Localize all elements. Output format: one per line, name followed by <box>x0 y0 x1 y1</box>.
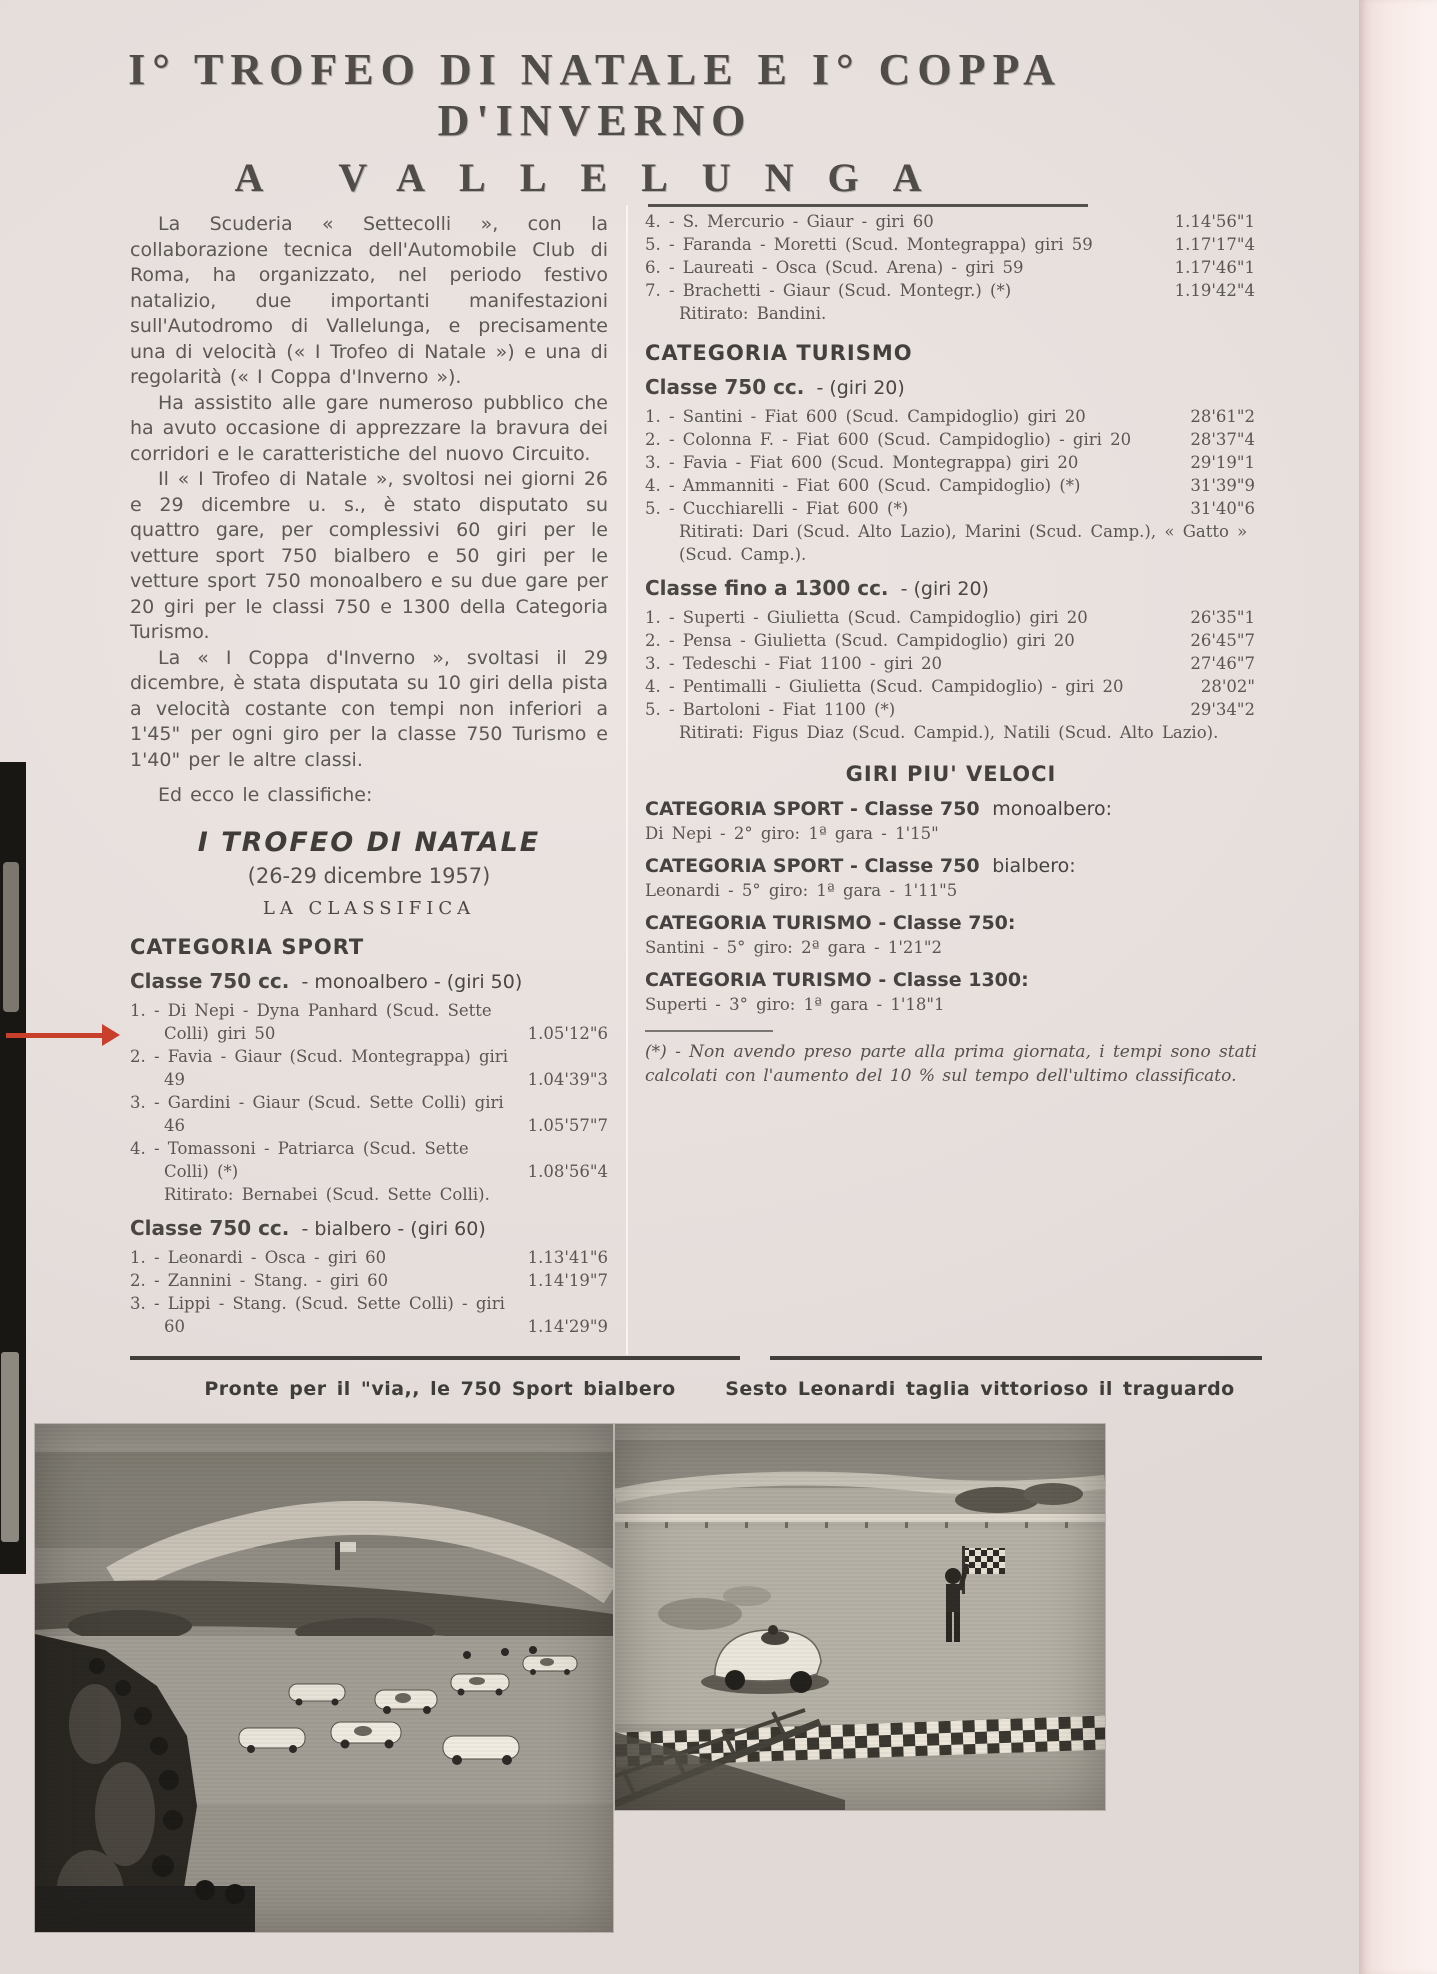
trofeo-heading: I TROFEO DI NATALE <box>197 826 541 858</box>
class-name: Classe 750 cc. <box>645 375 805 399</box>
giri-result: Di Nepi - 2° giro: 1ª gara - 1'15" <box>645 824 939 843</box>
class-suffix: - (giri 20) <box>900 578 989 600</box>
photo-caption-right: Sesto Leonardi taglia vittorioso il traguardo <box>725 1378 1235 1400</box>
class-bialbero <box>130 1216 608 1338</box>
class-heading <box>645 576 1257 600</box>
column-gutter <box>626 205 628 1355</box>
title-line-2: A VALLELUNGA <box>234 155 956 200</box>
intro-leadout: Ed ecco le classifiche: <box>158 784 373 806</box>
result-entry: 4. - Ammanniti - Fiat 600 (Scud. Campidoglio) (*) <box>645 476 1081 495</box>
categoria-sport-heading: CATEGORIA SPORT <box>130 934 365 959</box>
class-heading <box>130 1216 608 1240</box>
result-entry: 5. - Faranda - Moretti (Scud. Montegrappa) giri 59 <box>645 235 1093 254</box>
class-name: Classe fino a 1300 cc. <box>645 576 889 600</box>
result-time: 28'37"4 <box>1190 430 1255 449</box>
scan-fragment <box>3 862 19 1012</box>
giri-category <box>645 798 1257 820</box>
photo-starting-grid <box>35 1424 613 1932</box>
result-row <box>645 279 1257 302</box>
annotation-arrow <box>6 1024 120 1046</box>
trofeo-dates: (26-29 dicembre 1957) <box>247 863 491 888</box>
result-time: 1.13'41"6 <box>527 1247 608 1267</box>
class-suffix: - monoalbero - (giri 50) <box>301 970 523 993</box>
giri-result: Leonardi - 5° giro: 1ª gara - 1'11"5 <box>645 881 958 900</box>
result-row <box>130 1246 608 1269</box>
giri-category-bold: CATEGORIA SPORT - Classe 750 <box>645 855 980 877</box>
result-row <box>645 698 1257 721</box>
class-turismo-1300 <box>645 576 1257 744</box>
giri-category <box>645 969 1257 991</box>
result-entry: 1. - Di Nepi - Dyna Panhard (Scud. Sette Colli) giri 50 <box>130 1000 492 1043</box>
intro-paragraph: La Scuderia « Settecolli », con la collaborazione tecnica dell'Automobile Club di Roma, ha organizzato, nel periodo festivo natalizio, due importanti manifestazioni sull'Autodromo di Vallelunga, e precisamente una di velocità (« I Trofeo di Natale ») e una di regolarità (« I Coppa d'Inverno »). <box>130 213 608 388</box>
result-entry: 7. - Brachetti - Giaur (Scud. Montegr.) (*) <box>645 281 1012 300</box>
result-entry: 5. - Bartoloni - Fiat 1100 (*) <box>645 700 896 719</box>
class-heading <box>130 969 608 993</box>
result-time: 1.08'56"4 <box>527 1161 608 1181</box>
result-row <box>645 497 1257 520</box>
result-entry: 3. - Tedeschi - Fiat 1100 - giri 20 <box>645 654 943 673</box>
retired-note: Ritirati: Figus Diaz (Scud. Campid.), Natili (Scud. Alto Lazio). <box>679 723 1219 742</box>
class-turismo-750 <box>645 375 1257 566</box>
giri-veloci-heading: GIRI PIU' VELOCI <box>845 762 1057 786</box>
retired-note: Ritirato: Bernabei (Scud. Sette Colli). <box>164 1184 490 1204</box>
title-line-1: I° TROFEO DI NATALE E I° COPPA D'INVERNO <box>128 45 1062 145</box>
result-entry: 3. - Lippi - Stang. (Scud. Sette Colli) - giri 60 <box>130 1293 505 1336</box>
result-entry: 5. - Cucchiarelli - Fiat 600 (*) <box>645 499 909 518</box>
giri-category-tail: monoalbero: <box>992 798 1113 820</box>
result-time: 1.05'57"7 <box>527 1115 608 1135</box>
result-row <box>645 210 1257 233</box>
class-monoalbero <box>130 969 608 1206</box>
result-entry: 4. - Pentimalli - Giulietta (Scud. Campidoglio) - giri 20 <box>645 677 1124 696</box>
result-entry: 2. - Colonna F. - Fiat 600 (Scud. Campidoglio) - giri 20 <box>645 430 1132 449</box>
result-time: 1.17'46"1 <box>1174 258 1255 277</box>
giri-category <box>645 855 1257 877</box>
result-time: 31'39"9 <box>1190 476 1255 495</box>
result-row <box>130 1045 608 1091</box>
arrow-shaft <box>6 1033 102 1038</box>
result-row <box>130 1292 608 1338</box>
result-time: 26'45"7 <box>1190 631 1255 650</box>
footnote-rule <box>645 1030 773 1032</box>
result-entry: 3. - Favia - Fiat 600 (Scud. Montegrappa) giri 20 <box>645 453 1079 472</box>
intro-paragraph: Il « I Trofeo di Natale », svoltosi nei giorni 26 e 29 dicembre u. s., è stato disputato su quattro gare, per complessivi 60 giri per le vetture sport 750 bialbero e 50 giri per le vetture sport 750 monoalbero e su due gare per 20 giri per le classi 750 e 1300 della Categoria Turismo. <box>130 468 608 643</box>
result-row <box>130 1269 608 1292</box>
class-suffix: - bialbero - (giri 60) <box>301 1217 486 1240</box>
result-entry: 3. - Gardini - Giaur (Scud. Sette Colli) giri 46 <box>130 1092 504 1135</box>
divider-photos-left <box>130 1356 740 1360</box>
result-time: 1.14'19"7 <box>527 1270 608 1290</box>
photo-finish-line <box>615 1424 1105 1810</box>
giri-item <box>645 798 1257 843</box>
result-entry: 1. - Superti - Giulietta (Scud. Campidoglio) giri 20 <box>645 608 1088 627</box>
result-row <box>645 606 1257 629</box>
result-entry: 4. - Tomassoni - Patriarca (Scud. Sette Colli) (*) <box>130 1138 469 1181</box>
divider-top-right <box>648 204 1088 207</box>
retired-note: Ritirato: Bandini. <box>679 304 827 323</box>
scan-left-edge <box>0 762 26 1574</box>
photo-grain <box>35 1424 613 1932</box>
result-entry: 2. - Favia - Giaur (Scud. Montegrappa) giri 49 <box>130 1046 508 1089</box>
categoria-turismo-heading: CATEGORIA TURISMO <box>645 341 913 365</box>
class-heading <box>645 375 1257 399</box>
result-time: 31'40"6 <box>1190 499 1255 518</box>
result-row <box>130 999 608 1045</box>
result-time: 1.05'12"6 <box>527 1023 608 1043</box>
photo-grain <box>615 1424 1105 1810</box>
result-row <box>645 652 1257 675</box>
photo-caption-left: Pronte per il "via,, le 750 Sport bialbero <box>204 1378 676 1400</box>
result-row <box>645 451 1257 474</box>
intro-paragraph: La « I Coppa d'Inverno », svoltasi il 29 dicembre, è stata disputata su 10 giri della pista a velocità costante con tempi non inferiori a 1'45" per ogni giro per la classe 750 Turismo e 1'40" per le altre classi. <box>130 646 608 771</box>
giri-category-bold: CATEGORIA SPORT - Classe 750 <box>645 798 980 820</box>
result-row <box>130 1137 608 1183</box>
result-time: 28'02" <box>1200 677 1255 696</box>
giri-category-tail: bialbero: <box>992 855 1076 877</box>
giri-result: Superti - 3° giro: 1ª gara - 1'18"1 <box>645 995 945 1014</box>
result-row <box>645 256 1257 279</box>
giri-item <box>645 912 1257 957</box>
result-row <box>130 1091 608 1137</box>
giri-category <box>645 912 1257 934</box>
giri-item <box>645 855 1257 900</box>
result-time: 29'19"1 <box>1190 453 1255 472</box>
result-row <box>645 428 1257 451</box>
giri-category-bold: CATEGORIA TURISMO - Classe 1300: <box>645 969 1029 991</box>
result-row <box>645 233 1257 256</box>
class-suffix: - (giri 20) <box>816 377 905 399</box>
result-time: 27'46"7 <box>1190 654 1255 673</box>
right-column <box>645 210 1257 1088</box>
class-name: Classe 750 cc. <box>130 1215 290 1240</box>
divider-photos-right <box>770 1356 1262 1360</box>
result-time: 29'34"2 <box>1190 700 1255 719</box>
result-row <box>645 629 1257 652</box>
result-time: 1.14'29"9 <box>527 1316 608 1336</box>
left-column <box>130 212 608 1344</box>
result-entry: 2. - Pensa - Giulietta (Scud. Campidoglio) giri 20 <box>645 631 1075 650</box>
result-entry: 4. - S. Mercurio - Giaur - giri 60 <box>645 212 934 231</box>
page-right-edge <box>1359 0 1437 1974</box>
result-time: 1.19'42"4 <box>1174 281 1255 300</box>
result-entry: 6. - Laureati - Osca (Scud. Arena) - giri 59 <box>645 258 1024 277</box>
result-entry: 2. - Zannini - Stang. - giri 60 <box>130 1270 389 1290</box>
result-entry: 1. - Santini - Fiat 600 (Scud. Campidoglio) giri 20 <box>645 407 1086 426</box>
retired-note: Ritirati: Dari (Scud. Alto Lazio), Marini (Scud. Camp.), « Gatto » (Scud. Camp.). <box>679 522 1248 564</box>
result-row <box>645 474 1257 497</box>
result-time: 26'35"1 <box>1190 608 1255 627</box>
intro-section <box>130 212 608 809</box>
result-row <box>645 405 1257 428</box>
giri-result: Santini - 5° giro: 2ª gara - 1'21"2 <box>645 938 942 957</box>
giri-category-bold: CATEGORIA TURISMO - Classe 750: <box>645 912 1016 934</box>
arrow-head-icon <box>102 1024 120 1046</box>
giri-item <box>645 969 1257 1014</box>
result-time: 28'61"2 <box>1190 407 1255 426</box>
result-time: 1.14'56"1 <box>1174 212 1255 231</box>
result-row <box>645 675 1257 698</box>
scan-fragment <box>1 1352 19 1542</box>
result-entry: 1. - Leonardi - Osca - giri 60 <box>130 1247 387 1267</box>
class-bialbero-continued <box>645 210 1257 325</box>
result-time: 1.17'17"4 <box>1174 235 1255 254</box>
class-name: Classe 750 cc. <box>130 968 290 993</box>
intro-paragraph: Ha assistito alle gare numeroso pubblico che ha avuto occasione di apprezzare la bravura dei corridori e le caratteristiche del nuovo Circuito. <box>130 391 608 465</box>
article-title <box>0 44 1190 201</box>
result-time: 1.04'39"3 <box>527 1069 608 1089</box>
trofeo-subheading: LA CLASSIFICA <box>262 897 476 919</box>
footnote: (*) - Non avendo preso parte alla prima giornata, i tempi sono stati calcolati con l'aumento del 10 % sul tempo dell'ultimo classificato. <box>645 1042 1257 1086</box>
